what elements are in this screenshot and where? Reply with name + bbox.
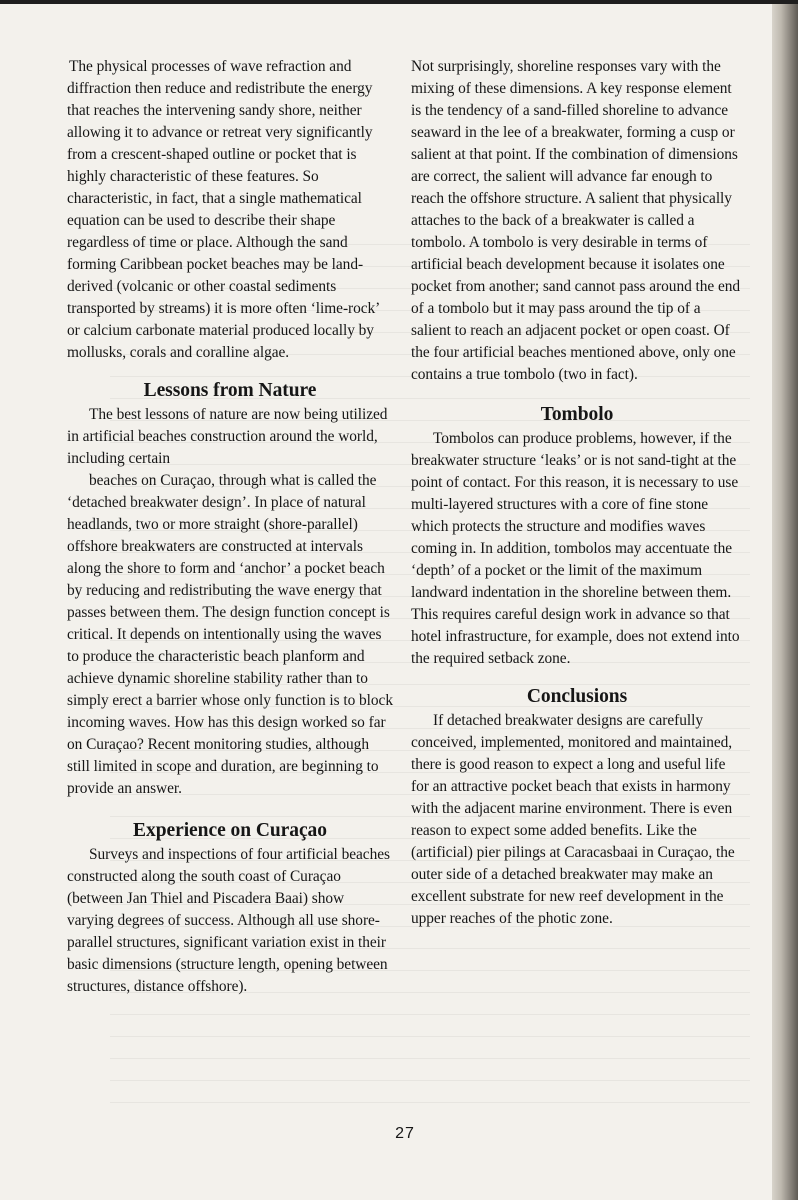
book-spine-edge [772, 0, 798, 1200]
conclusions-heading: Conclusions [526, 686, 628, 707]
lessons-from-nature-heading: Lessons from Nature [143, 380, 317, 401]
conclusions-paragraph: If detached breakwater designs are carefully conceived, implemented, monitored and maintained, there is good reason to expect a long and useful life for an attractive pocket beach that exists in harmony with the adjacent marine environment. There is even reason to expect some added benefits. Like the (artificial) pier pilings at Caracasbaai in Curaçao, the outer side of a detached breakwater may make an excellent substrate for new reef development in the upper reaches of the photic zone. [411, 712, 735, 927]
intro-paragraph: The physical processes of wave refraction and diffraction then reduce and redistribute the energy that reaches the intervening sandy shore, neither allowing it to advance or retreat very significantly from a crescent-shaped outline or pocket that is highly characteristic of these features. So characteristic, in fact, that a single mathematical equation can be used to describe their shape regardless of time or place. Although the sand forming Caribbean pocket beaches may be land-derived (volcanic or other coastal sediments transported by streams) it is more often ‘lime-rock’ or calcium carbonate material produced locally by mollusks, corals and coralline algae. [67, 58, 380, 361]
experience-paragraph: Surveys and inspections of four artificial beaches constructed along the south coast of Curaçao (between Jan Thiel and Piscadera Baai) show varying degrees of success. Although all use shore-parallel structures, significant variation exist in their basic dimensions (structure length, opening between structures, distance offshore). [67, 846, 390, 995]
page-number: 27 [395, 1125, 415, 1142]
right-column [411, 56, 743, 930]
left-column [67, 56, 393, 998]
shoreline-response-paragraph: Not surprisingly, shoreline responses vary with the mixing of these dimensions. A key response element is the tendency of a sand-filled shoreline to advance seaward in the lee of a breakwater, forming a cusp or salient at that point. If the combination of dimensions are correct, the salient will advance far enough to reach the offshore structure. A salient that physically attaches to the back of a breakwater is called a tombolo. A tombolo is very desirable in terms of artificial beach development because it isolates one pocket from another; sand cannot pass around the end of a tombolo but it may pass around the tip of a salient to reach an adjacent pocket or open coast. Of the four artificial beaches mentioned above, only one contains a true tombolo (two in fact). [411, 58, 741, 383]
tombolo-heading: Tombolo [540, 404, 614, 425]
experience-on-curacao-heading: Experience on Curaçao [133, 820, 327, 841]
lessons-paragraph-1: The best lessons of nature are now being utilized in artificial beaches construction around the world, including certain [67, 406, 388, 467]
tombolo-paragraph: Tombolos can produce problems, however, if the breakwater structure ‘leaks’ or is not sand-tight at the point of contact. For this reason, it is necessary to use multi-layered structures with a core of fine stone which protects the structure and modifies waves coming in. In addition, tombolos may accentuate the ‘depth’ of a pocket or the limit of the maximum landward indentation in the shoreline between them. This requires careful design work in advance so that hotel infrastructure, for example, does not extend into the required setback zone. [411, 430, 740, 667]
lessons-paragraph-2: beaches on Curaçao, through what is called the ‘detached breakwater design’. In place of natural headlands, two or more straight (shore-parallel) offshore breakwaters are constructed at intervals along the shore to form and ‘anchor’ a pocket beach by reducing and redistributing the wave energy that passes between them. The design function concept is critical. It depends on intentionally using the waves to produce the characteristic beach planform and achieve dynamic shoreline stability rather than to simply erect a barrier whose only function is to block incoming waves. How has this design worked so far on Curaçao? Recent monitoring studies, although still limited in scope and duration, are beginning to provide an answer. [67, 472, 393, 797]
